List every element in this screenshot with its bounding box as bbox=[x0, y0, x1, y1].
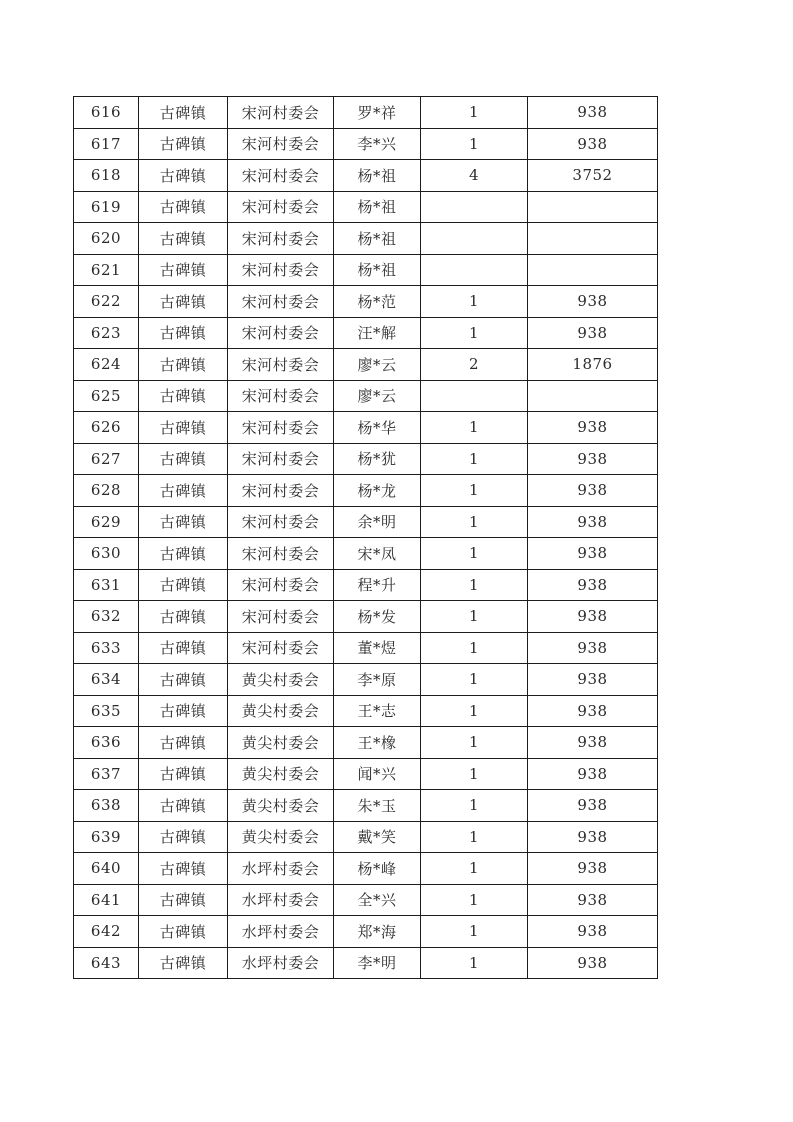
cell-count: 1 bbox=[421, 506, 528, 538]
cell-serial: 619 bbox=[74, 191, 139, 223]
cell-serial: 626 bbox=[74, 412, 139, 444]
cell-count: 1 bbox=[421, 97, 528, 129]
cell-amount: 3752 bbox=[528, 160, 658, 192]
cell-count: 1 bbox=[421, 790, 528, 822]
cell-village: 宋河村委会 bbox=[228, 160, 334, 192]
cell-name: 杨*祖 bbox=[334, 254, 421, 286]
cell-town: 古碑镇 bbox=[139, 695, 228, 727]
cell-serial: 633 bbox=[74, 632, 139, 664]
cell-amount: 938 bbox=[528, 475, 658, 507]
cell-serial: 623 bbox=[74, 317, 139, 349]
cell-serial: 627 bbox=[74, 443, 139, 475]
table-row bbox=[74, 286, 658, 318]
cell-town: 古碑镇 bbox=[139, 664, 228, 696]
cell-count bbox=[421, 223, 528, 255]
cell-serial: 637 bbox=[74, 758, 139, 790]
cell-town: 古碑镇 bbox=[139, 380, 228, 412]
table-row bbox=[74, 349, 658, 381]
table-row bbox=[74, 97, 658, 129]
table-row bbox=[74, 254, 658, 286]
table-row bbox=[74, 412, 658, 444]
cell-village: 宋河村委会 bbox=[228, 506, 334, 538]
table-row bbox=[74, 916, 658, 948]
cell-name: 杨*祖 bbox=[334, 191, 421, 223]
cell-amount: 938 bbox=[528, 506, 658, 538]
cell-name: 程*升 bbox=[334, 569, 421, 601]
cell-count: 1 bbox=[421, 727, 528, 759]
cell-count: 1 bbox=[421, 916, 528, 948]
cell-town: 古碑镇 bbox=[139, 317, 228, 349]
cell-count: 1 bbox=[421, 412, 528, 444]
cell-name: 罗*祥 bbox=[334, 97, 421, 129]
cell-count: 1 bbox=[421, 317, 528, 349]
cell-name: 杨*龙 bbox=[334, 475, 421, 507]
cell-name: 杨*峰 bbox=[334, 853, 421, 885]
cell-serial: 618 bbox=[74, 160, 139, 192]
cell-village: 黄尖村委会 bbox=[228, 664, 334, 696]
cell-count: 1 bbox=[421, 538, 528, 570]
cell-serial: 625 bbox=[74, 380, 139, 412]
cell-amount bbox=[528, 223, 658, 255]
cell-name: 廖*云 bbox=[334, 349, 421, 381]
cell-town: 古碑镇 bbox=[139, 97, 228, 129]
cell-village: 黄尖村委会 bbox=[228, 695, 334, 727]
cell-count bbox=[421, 191, 528, 223]
cell-village: 宋河村委会 bbox=[228, 538, 334, 570]
cell-count: 1 bbox=[421, 695, 528, 727]
cell-name: 廖*云 bbox=[334, 380, 421, 412]
table-row bbox=[74, 191, 658, 223]
beneficiary-table bbox=[73, 96, 658, 979]
cell-amount bbox=[528, 191, 658, 223]
table-row bbox=[74, 223, 658, 255]
cell-serial: 639 bbox=[74, 821, 139, 853]
cell-town: 古碑镇 bbox=[139, 884, 228, 916]
table-row bbox=[74, 506, 658, 538]
table-row bbox=[74, 695, 658, 727]
cell-village: 宋河村委会 bbox=[228, 317, 334, 349]
cell-town: 古碑镇 bbox=[139, 160, 228, 192]
cell-serial: 628 bbox=[74, 475, 139, 507]
cell-town: 古碑镇 bbox=[139, 223, 228, 255]
cell-amount: 938 bbox=[528, 569, 658, 601]
cell-town: 古碑镇 bbox=[139, 475, 228, 507]
cell-village: 宋河村委会 bbox=[228, 632, 334, 664]
cell-village: 宋河村委会 bbox=[228, 254, 334, 286]
table-row bbox=[74, 727, 658, 759]
cell-town: 古碑镇 bbox=[139, 853, 228, 885]
table-row bbox=[74, 569, 658, 601]
cell-count bbox=[421, 254, 528, 286]
cell-town: 古碑镇 bbox=[139, 349, 228, 381]
cell-serial: 640 bbox=[74, 853, 139, 885]
cell-name: 王*橡 bbox=[334, 727, 421, 759]
table-row bbox=[74, 790, 658, 822]
cell-town: 古碑镇 bbox=[139, 947, 228, 979]
table-row bbox=[74, 758, 658, 790]
cell-serial: 617 bbox=[74, 128, 139, 160]
cell-amount: 938 bbox=[528, 538, 658, 570]
table-row bbox=[74, 884, 658, 916]
cell-name: 汪*解 bbox=[334, 317, 421, 349]
cell-amount: 938 bbox=[528, 884, 658, 916]
cell-count: 1 bbox=[421, 569, 528, 601]
cell-village: 宋河村委会 bbox=[228, 601, 334, 633]
cell-town: 古碑镇 bbox=[139, 254, 228, 286]
cell-amount: 938 bbox=[528, 317, 658, 349]
cell-serial: 622 bbox=[74, 286, 139, 318]
table-row bbox=[74, 443, 658, 475]
table-row bbox=[74, 632, 658, 664]
cell-count: 4 bbox=[421, 160, 528, 192]
cell-village: 黄尖村委会 bbox=[228, 790, 334, 822]
cell-village: 黄尖村委会 bbox=[228, 821, 334, 853]
cell-count: 1 bbox=[421, 632, 528, 664]
cell-amount: 938 bbox=[528, 286, 658, 318]
cell-name: 杨*祖 bbox=[334, 160, 421, 192]
cell-town: 古碑镇 bbox=[139, 191, 228, 223]
cell-serial: 631 bbox=[74, 569, 139, 601]
cell-amount bbox=[528, 254, 658, 286]
cell-village: 宋河村委会 bbox=[228, 443, 334, 475]
cell-village: 宋河村委会 bbox=[228, 475, 334, 507]
cell-village: 宋河村委会 bbox=[228, 191, 334, 223]
cell-name: 宋*凤 bbox=[334, 538, 421, 570]
cell-village: 宋河村委会 bbox=[228, 286, 334, 318]
cell-amount: 938 bbox=[528, 916, 658, 948]
cell-village: 黄尖村委会 bbox=[228, 758, 334, 790]
cell-count: 1 bbox=[421, 601, 528, 633]
cell-name: 余*明 bbox=[334, 506, 421, 538]
cell-amount: 938 bbox=[528, 727, 658, 759]
cell-serial: 641 bbox=[74, 884, 139, 916]
cell-serial: 630 bbox=[74, 538, 139, 570]
cell-village: 宋河村委会 bbox=[228, 97, 334, 129]
cell-village: 黄尖村委会 bbox=[228, 727, 334, 759]
cell-village: 宋河村委会 bbox=[228, 128, 334, 160]
cell-serial: 629 bbox=[74, 506, 139, 538]
cell-count: 1 bbox=[421, 286, 528, 318]
cell-amount: 938 bbox=[528, 758, 658, 790]
cell-village: 宋河村委会 bbox=[228, 569, 334, 601]
cell-town: 古碑镇 bbox=[139, 538, 228, 570]
cell-name: 董*煜 bbox=[334, 632, 421, 664]
cell-serial: 638 bbox=[74, 790, 139, 822]
table-row bbox=[74, 601, 658, 633]
cell-town: 古碑镇 bbox=[139, 727, 228, 759]
cell-name: 杨*犹 bbox=[334, 443, 421, 475]
cell-serial: 636 bbox=[74, 727, 139, 759]
cell-count: 2 bbox=[421, 349, 528, 381]
cell-town: 古碑镇 bbox=[139, 569, 228, 601]
cell-serial: 620 bbox=[74, 223, 139, 255]
cell-town: 古碑镇 bbox=[139, 412, 228, 444]
cell-amount: 938 bbox=[528, 853, 658, 885]
cell-village: 水坪村委会 bbox=[228, 853, 334, 885]
table-row bbox=[74, 317, 658, 349]
table-row bbox=[74, 538, 658, 570]
table-row bbox=[74, 380, 658, 412]
cell-town: 古碑镇 bbox=[139, 632, 228, 664]
cell-village: 宋河村委会 bbox=[228, 412, 334, 444]
cell-village: 水坪村委会 bbox=[228, 947, 334, 979]
cell-serial: 624 bbox=[74, 349, 139, 381]
cell-town: 古碑镇 bbox=[139, 758, 228, 790]
cell-amount: 938 bbox=[528, 97, 658, 129]
cell-count: 1 bbox=[421, 758, 528, 790]
cell-serial: 642 bbox=[74, 916, 139, 948]
cell-name: 王*志 bbox=[334, 695, 421, 727]
cell-name: 全*兴 bbox=[334, 884, 421, 916]
cell-name: 杨*发 bbox=[334, 601, 421, 633]
cell-amount: 938 bbox=[528, 443, 658, 475]
cell-name: 闻*兴 bbox=[334, 758, 421, 790]
cell-count: 1 bbox=[421, 947, 528, 979]
cell-amount: 938 bbox=[528, 947, 658, 979]
cell-name: 杨*祖 bbox=[334, 223, 421, 255]
cell-amount: 938 bbox=[528, 695, 658, 727]
cell-amount: 938 bbox=[528, 821, 658, 853]
table-row bbox=[74, 160, 658, 192]
cell-amount: 1876 bbox=[528, 349, 658, 381]
cell-count: 1 bbox=[421, 475, 528, 507]
cell-name: 杨*华 bbox=[334, 412, 421, 444]
cell-town: 古碑镇 bbox=[139, 601, 228, 633]
cell-town: 古碑镇 bbox=[139, 790, 228, 822]
cell-amount: 938 bbox=[528, 790, 658, 822]
cell-name: 杨*范 bbox=[334, 286, 421, 318]
table-row bbox=[74, 475, 658, 507]
cell-serial: 634 bbox=[74, 664, 139, 696]
cell-amount: 938 bbox=[528, 664, 658, 696]
cell-count: 1 bbox=[421, 664, 528, 696]
table-row bbox=[74, 821, 658, 853]
table-row bbox=[74, 128, 658, 160]
cell-serial: 632 bbox=[74, 601, 139, 633]
table-row bbox=[74, 947, 658, 979]
cell-amount: 938 bbox=[528, 412, 658, 444]
cell-count: 1 bbox=[421, 821, 528, 853]
cell-serial: 616 bbox=[74, 97, 139, 129]
cell-town: 古碑镇 bbox=[139, 128, 228, 160]
table-row bbox=[74, 664, 658, 696]
cell-count: 1 bbox=[421, 884, 528, 916]
cell-name: 郑*海 bbox=[334, 916, 421, 948]
cell-village: 水坪村委会 bbox=[228, 884, 334, 916]
cell-village: 水坪村委会 bbox=[228, 916, 334, 948]
table-body bbox=[74, 97, 658, 979]
cell-amount: 938 bbox=[528, 632, 658, 664]
cell-town: 古碑镇 bbox=[139, 916, 228, 948]
cell-town: 古碑镇 bbox=[139, 821, 228, 853]
table-row bbox=[74, 853, 658, 885]
cell-count: 1 bbox=[421, 128, 528, 160]
cell-serial: 621 bbox=[74, 254, 139, 286]
cell-name: 朱*玉 bbox=[334, 790, 421, 822]
cell-name: 李*兴 bbox=[334, 128, 421, 160]
cell-village: 宋河村委会 bbox=[228, 349, 334, 381]
cell-serial: 635 bbox=[74, 695, 139, 727]
cell-town: 古碑镇 bbox=[139, 506, 228, 538]
cell-serial: 643 bbox=[74, 947, 139, 979]
cell-amount: 938 bbox=[528, 128, 658, 160]
cell-count: 1 bbox=[421, 443, 528, 475]
cell-name: 李*明 bbox=[334, 947, 421, 979]
cell-count: 1 bbox=[421, 853, 528, 885]
cell-village: 宋河村委会 bbox=[228, 223, 334, 255]
cell-amount: 938 bbox=[528, 601, 658, 633]
cell-town: 古碑镇 bbox=[139, 443, 228, 475]
cell-name: 戴*笑 bbox=[334, 821, 421, 853]
cell-village: 宋河村委会 bbox=[228, 380, 334, 412]
cell-town: 古碑镇 bbox=[139, 286, 228, 318]
cell-name: 李*原 bbox=[334, 664, 421, 696]
cell-count bbox=[421, 380, 528, 412]
cell-amount bbox=[528, 380, 658, 412]
